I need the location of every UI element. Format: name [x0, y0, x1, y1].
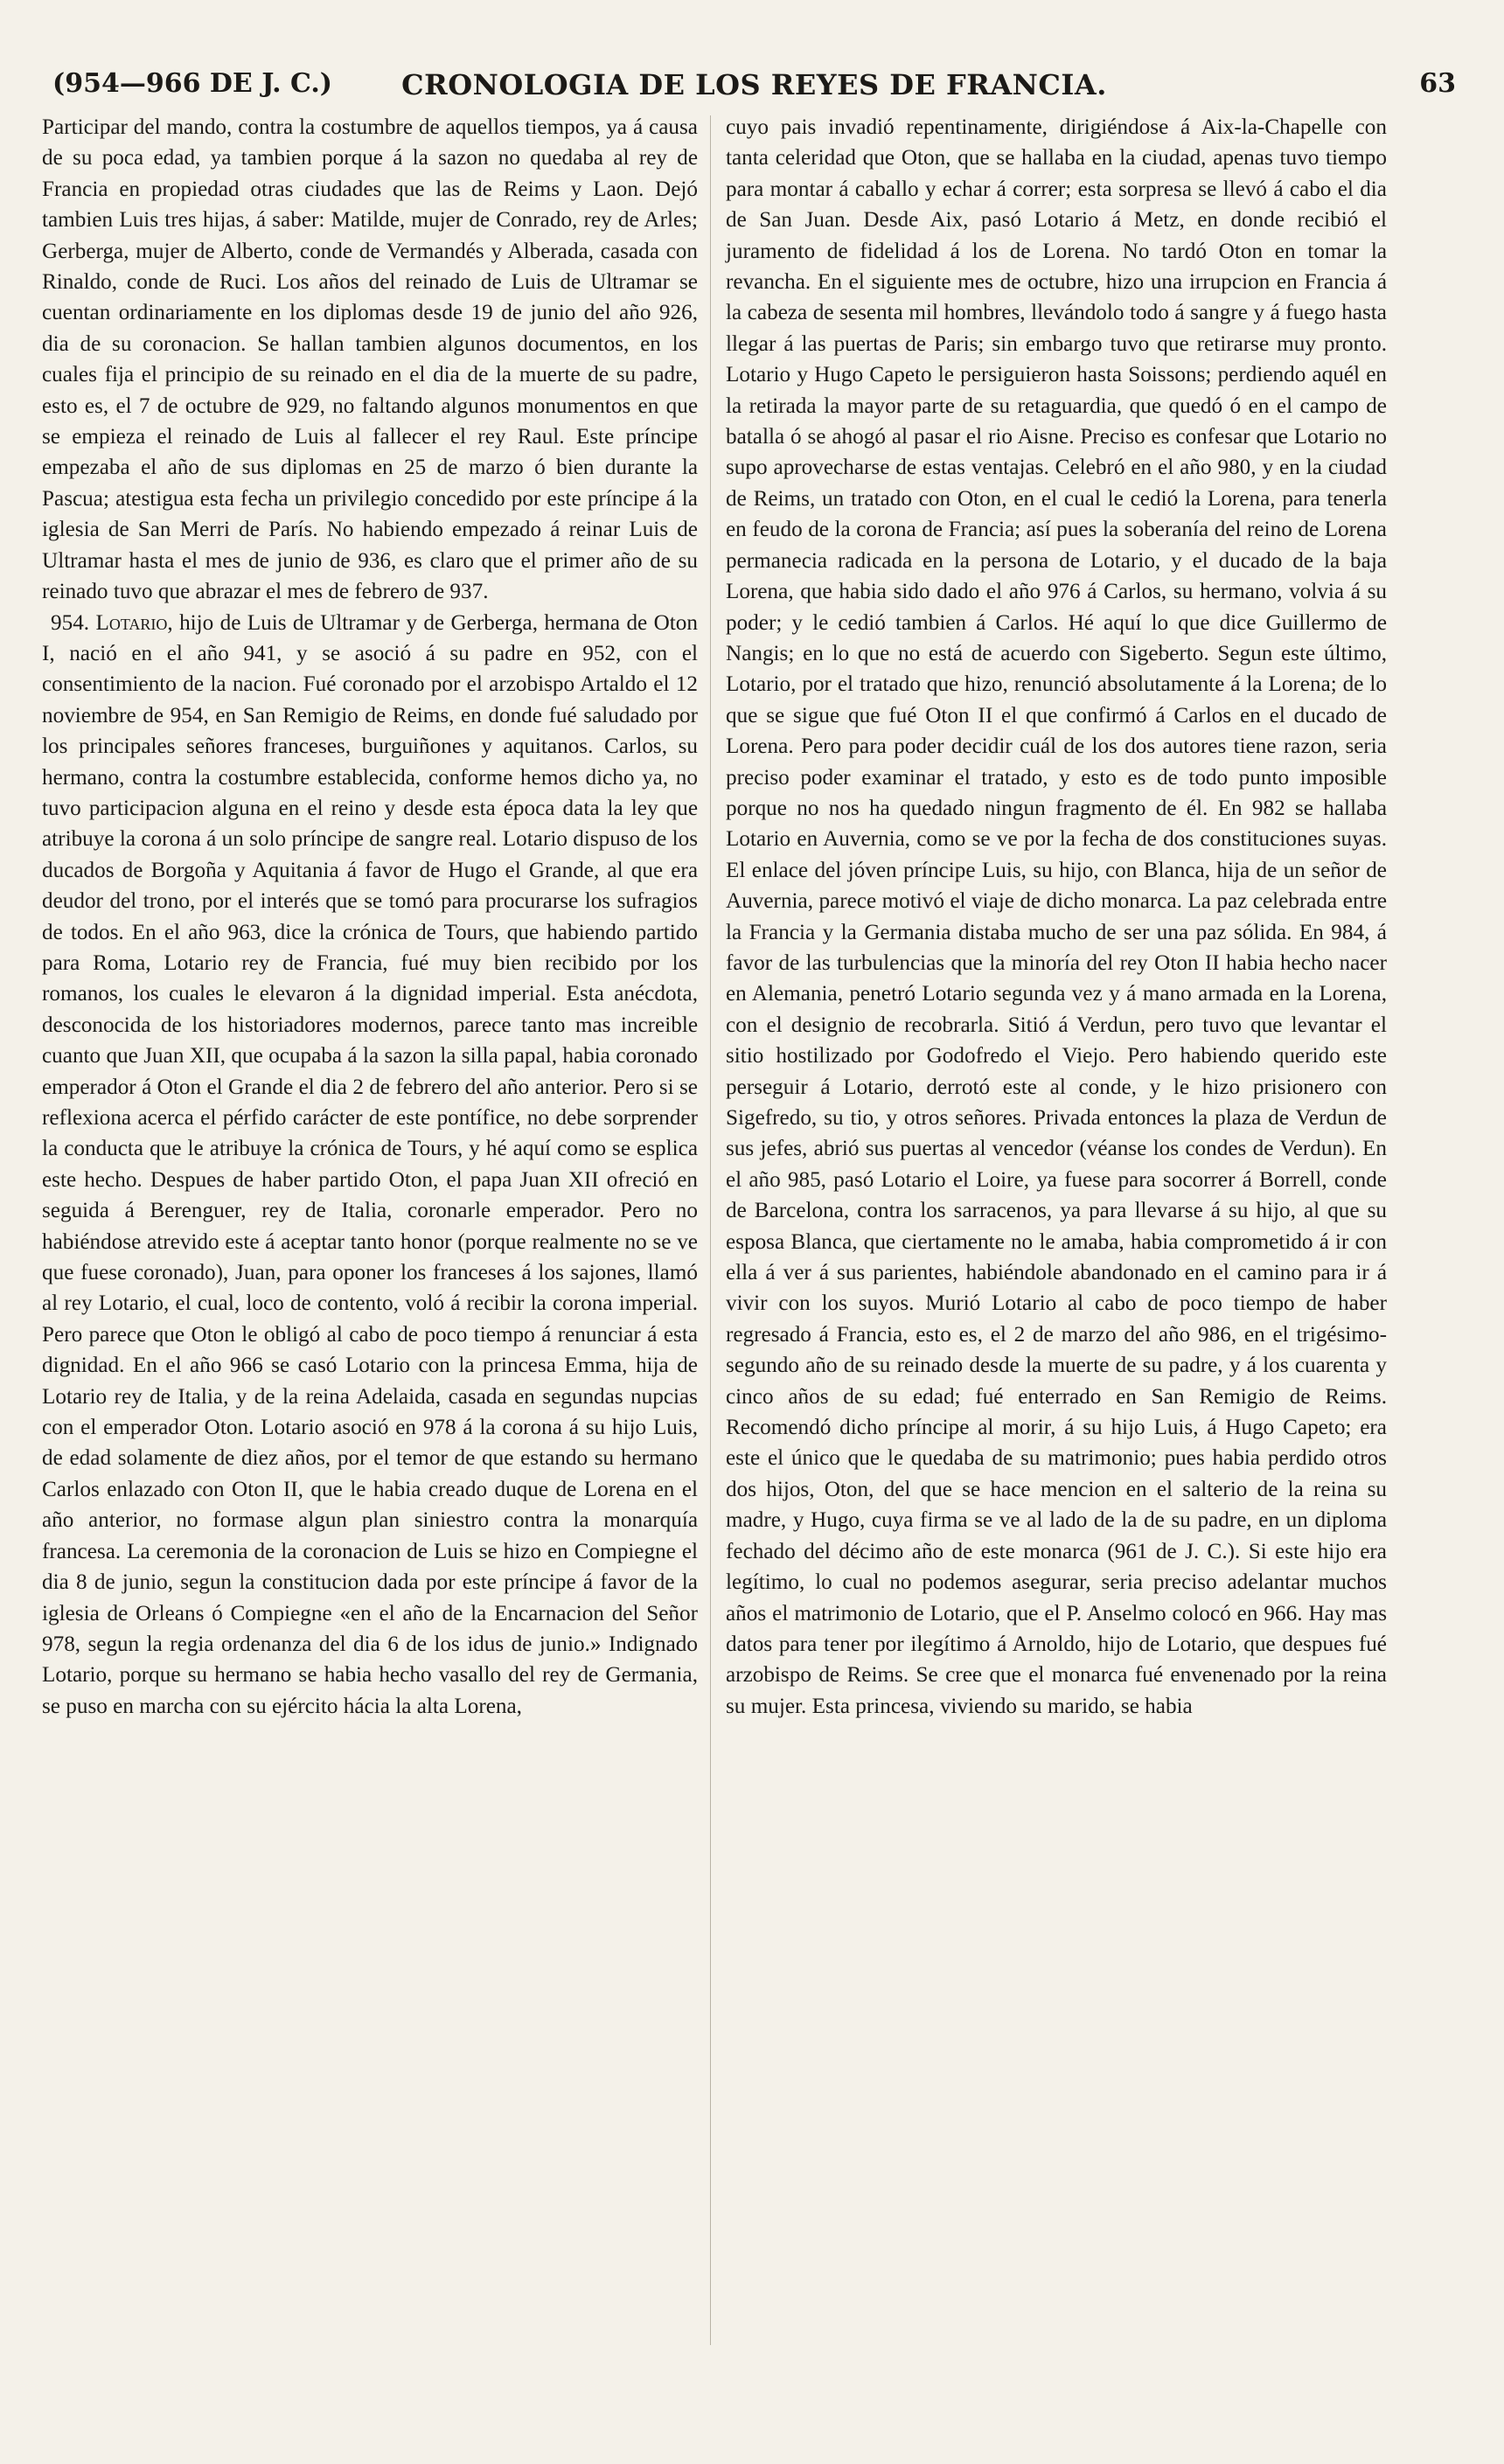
paragraph-lotario-continued: cuyo pais invadió repentinamente, dirigiéndose á Aix-la-Chapelle con tanta celeridad que Oton, que se hallaba en la ciudad, apenas tuvo tiempo para montar á caballo y echar á correr; esta sorpresa se llevó á cabo el dia de San Juan. Desde Aix, pasó Lotario á Metz, en donde recibió el juramento de fidelidad á los de Lorena. No tardó Oton en tomar la revancha. En el siguiente mes de octubre, hizo una irrupcion en Francia á la cabeza de sesenta mil hombres, llevándolo todo á sangre y á fuego hasta llegar á las puertas de Paris; sin embargo tuvo que retirarse muy pronto. Lotario y Hugo Capeto le persiguieron hasta Soissons; perdiendo aquél en la retirada la mayor parte de su retaguardia, que quedó ó en el campo de batalla ó se ahogó al pasar el rio Aisne. Preciso es confesar que Lotario no supo aprovecharse de estas ventajas. Celebró en el año 980, y en la ciudad de Reims, un tratado con Oton, en el cual le cedió la Lorena, para tenerla en feudo de la corona de Francia; así pues la soberanía del reino de Lorena permanecia radicada en la persona de Lotario, y el ducado de la baja Lorena, que habia sido dado el año 976 á Carlos, su hermano, volvia á su poder; y le cedió tambien á Carlos. Hé aquí lo que dice Guillermo de Nangis; en lo que no está de acuerdo con Sigeberto. Segun este último, Lotario, por el tratado que hizo, renunció absolutamente á la Lorena; de lo que se sigue que fué Oton II el que confirmó á Carlos en el ducado de Lorena. Pero para poder decidir cuál de los dos autores tiene razon, seria preciso poder examinar el tratado, y esto es de todo punto imposible porque no nos ha quedado ningun fragmento de él. En 982 se hallaba Lotario en Auvernia, como se ve por la fecha de dos constituciones suyas. El enlace del jóven príncipe Luis, su hijo, con Blanca, hija de un señor de Auvernia, parece motivó el viaje de dicho monarca. La paz celebrada entre la Francia y la Germania distaba mucho de ser una paz sólida. En 984, á favor de las turbulencias que la minoría del rey Oton II habia hecho nacer en Alemania, penetró Lotario segunda vez y á mano armada en la Lorena, con el designio de recobrarla. Sitió á Verdun, pero tuvo que levantar el sitio hostilizado por Godofredo el Viejo. Pero habiendo querido este perseguir á Lotario, derrotó este al conde, y le hizo prisionero con Sigefredo, su tio, y otros señores. Privada entonces la plaza de Verdun de sus jefes, abrió sus puertas al vencedor (véanse los condes de Verdun). En el año 985, pasó Lotario el Loire, ya fuese para socorrer á Borrell, conde de Barcelona, contra los sarracenos, ya para llevarse á su hijo, al que su esposa Blanca, que ciertamente no le amaba, habia comprometido á ir con ella á ver á sus parientes, habiéndole abandonado en el camino para ir á vivir con los suyos. Murió Lotario al cabo de poco tiempo de haber regresado á Francia, esto es, el 2 de marzo del año 986, en el trigésimo-segundo año de su reinado desde la muerte de su padre, y á los cuarenta y cinco años de su edad; fué enterrado en San Remigio de Reims. Recomendó dicho príncipe al morir, á su hijo Luis, á Hugo Capeto; era este el único que le quedaba de su matrimonio; pues habia perdido otros dos hijos, Oton, del que se hace mencion en el salterio de la reina su madre, y Hugo, cuya firma se ve al lado de la de su padre, en un diploma fechado del décimo año de este monarca (961 de J. C.). Si este hijo era legítimo, lo cual no podemos asegurar, seria preciso adelantar muchos años el matrimonio de Lotario, que el P. Anselmo colocó en 966. Hay mas datos para tener por ilegítimo á Arnoldo, hijo de Lotario, que despues fué arzobispo de Reims. Se cree que el monarca fué envenenado por la reina su mujer. Esta princesa, viviendo su marido, se habia: [726, 115, 1387, 1718]
column-divider: [710, 115, 711, 2345]
right-column: [726, 112, 1387, 1722]
entry-number: 954.: [51, 610, 90, 635]
page-header: [52, 68, 1456, 112]
paragraph-lotario: [42, 608, 698, 1723]
paragraph-luis-ultramar: Participar del mando, contra la costumbre de aquellos tiempos, ya á causa de su poca edad, ya tambien porque á la sazon no quedaba al rey de Francia en propiedad otras ciudades que las de Reims y Laon. Dejó tambien Luis tres hijas, á saber: Matilde, mujer de Conrado, rey de Arles; Gerberga, mujer de Alberto, conde de Vermandés y Alberada, casada con Rinaldo, conde de Ruci. Los años del reinado de Luis de Ultramar se cuentan ordinariamente en los diplomas desde 19 de junio del año 926, dia de su coronacion. Se hallan tambien algunos documentos, en los cuales fija el principio de su reinado en el dia de la muerte de su padre, esto es, el 7 de octubre de 929, no faltando algunos monumentos en que se empieza el reinado de Luis al fallecer el rey Raul. Este príncipe empezaba el año de sus diplomas en 25 de marzo ó bien durante la Pascua; atestigua esta fecha un privilegio concedido por este príncipe á la iglesia de San Merri de París. No habiendo empezado á reinar Luis de Ultramar hasta el mes de junio de 936, es claro que el primer año de su reinado tuvo que abrazar el mes de febrero de 937.: [42, 115, 698, 604]
page-number: 63: [1419, 68, 1456, 99]
header-date-range: (954—966 DE J. C.): [52, 68, 332, 99]
left-column: [42, 112, 698, 1722]
entry-name: Lotario: [95, 610, 168, 635]
entry-text: , hijo de Luis de Ultramar y de Gerberga, hermana de Oton I, nació en el año 941, y se asoció á su padre en 952, con el consentimiento de la nacion. Fué coronado por el arzobispo Artaldo el 12 noviembre de 954, en San Remigio de Reims, en donde fué saludado por los principales señores franceses, burguiñones y aquitanos. Carlos, su hermano, contra la costumbre establecida, conforme hemos dicho ya, no tuvo participacion alguna en el reino y desde esta época data la ley que atribuye la corona á un solo príncipe de sangre real. Lotario dispuso de los ducados de Borgoña y Aquitania á favor de Hugo el Grande, al que era deudor del trono, por el interés que se tomó para procurarse los sufragios de todos. En el año 963, dice la crónica de Tours, que habiendo partido para Roma, Lotario rey de Francia, fué muy bien recibido por los romanos, los cuales le elevaron á la dignidad imperial. Esta anécdota, desconocida de los historiadores modernos, parece tanto mas increible cuanto que Juan XII, que ocupaba á la sazon la silla papal, habia coronado emperador á Oton el Grande el dia 2 de febrero del año anterior. Pero si se reflexiona acerca el pérfido carácter de este pontífice, no debe sorprender la conducta que le atribuye la crónica de Tours, y hé aquí como se esplica este hecho. Despues de haber partido Oton, el papa Juan XII ofreció en seguida á Berenguer, rey de Italia, coronarle emperador. Pero no habiéndose atrevido este á aceptar tanto honor (porque realmente no se ve que fuese coronado), Juan, para oponer los franceses á los sajones, llamó al rey Lotario, el cual, loco de contento, voló á recibir la corona imperial. Pero parece que Oton le obligó al cabo de poco tiempo á renunciar á esta dignidad. En el año 966 se casó Lotario con la princesa Emma, hija de Lotario rey de Italia, y de la reina Adelaida, casada en segundas nupcias con el emperador Oton. Lotario asoció en 978 á la corona á su hijo Luis, de edad solamente de diez años, por el temor de que estando su hermano Carlos enlazado con Oton II, que le habia creado duque de Lorena en el año anterior, no formase algun plan siniestro contra la monarquía francesa. La ceremonia de la coronacion de Luis se hizo en Compiegne el dia 8 de junio, segun la constitucion dada por este príncipe á favor de la iglesia de Orleans ó Compiegne «en el año de la Encarnacion del Señor 978, segun la regia ordenanza del dia 6 de los idus de junio.» Indignado Lotario, porque su hermano se habia hecho vasallo del rey de Germania, se puso en marcha con su ejército hácia la alta Lorena,: [42, 610, 698, 1718]
running-title: CRONOLOGIA DE LOS REYES DE FRANCIA.: [401, 68, 1107, 101]
